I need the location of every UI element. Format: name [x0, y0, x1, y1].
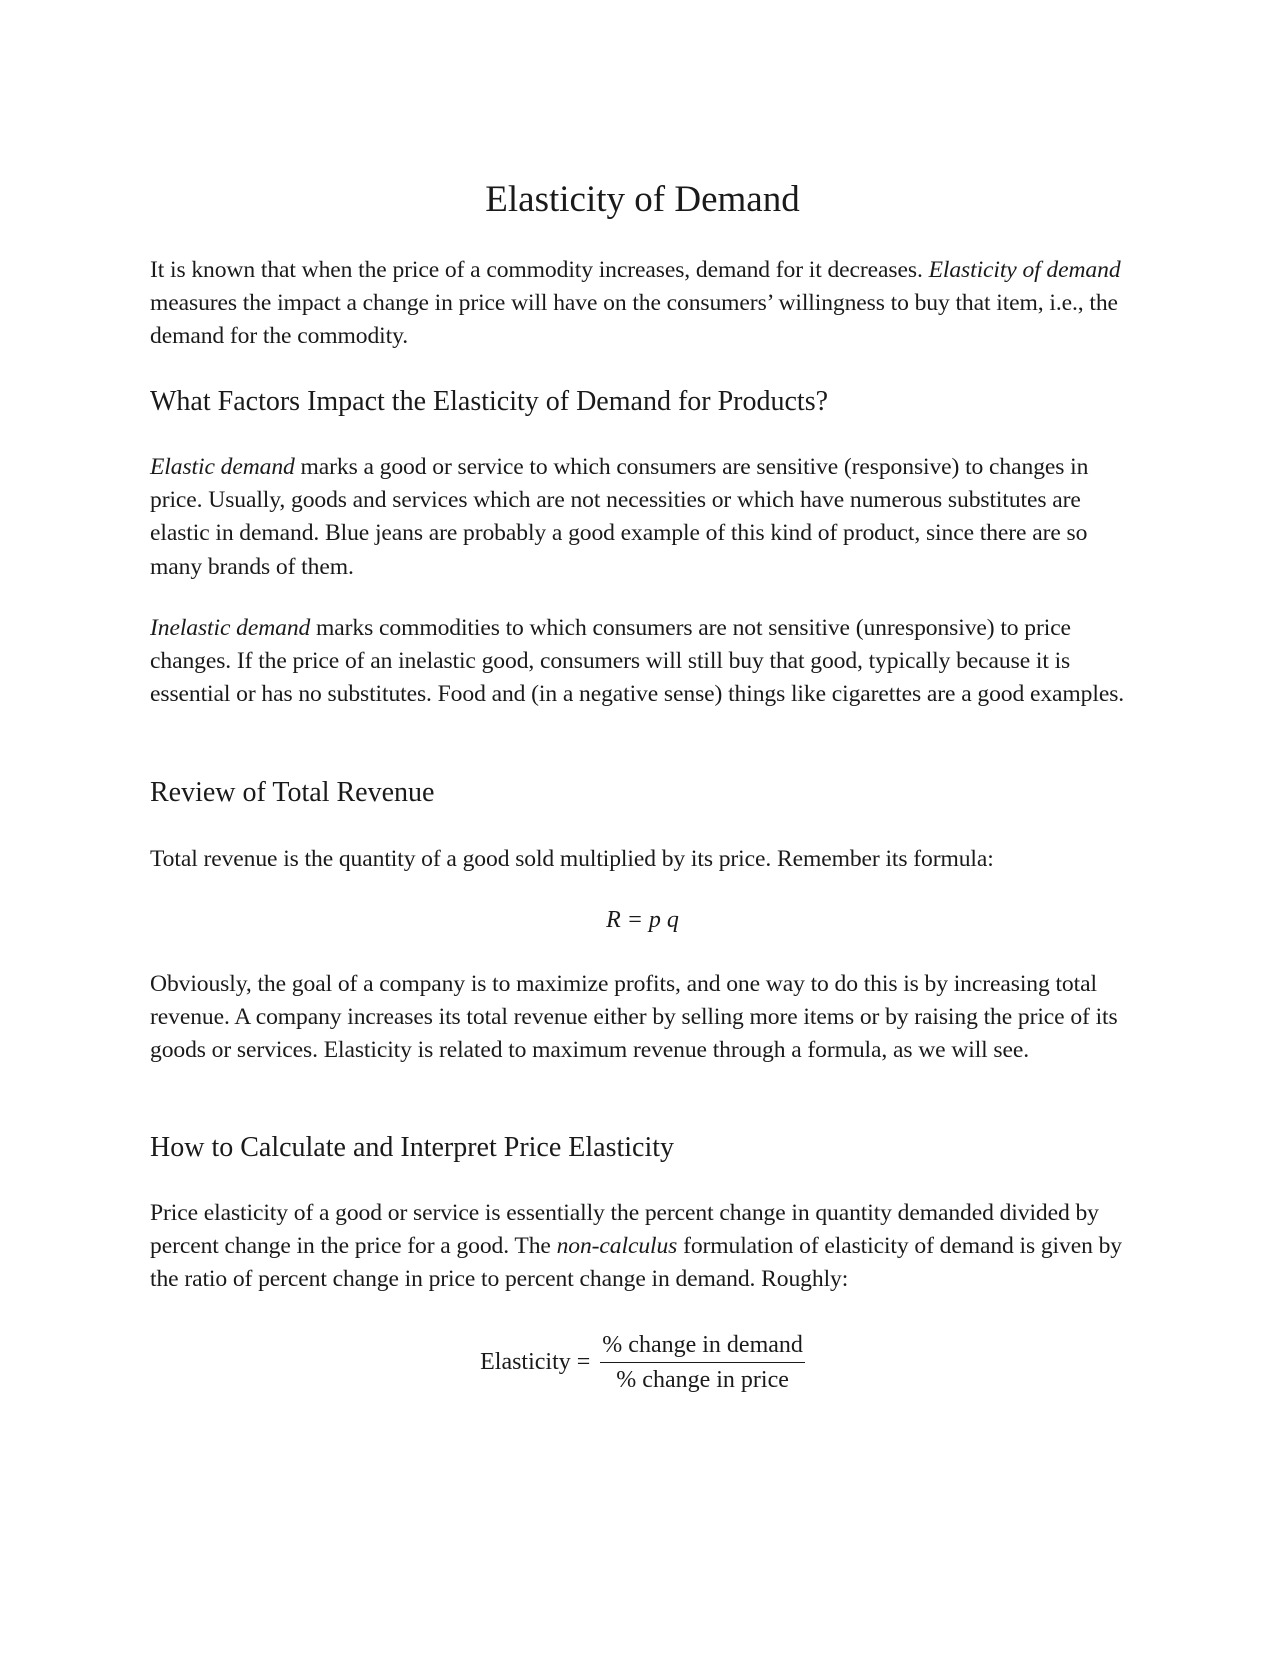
section-heading-elasticity: How to Calculate and Interpret Price Elasticity	[150, 1132, 675, 1163]
intro-term: Elasticity of demand	[928, 257, 1121, 283]
intro-text-1: It is known that when the price of a commodity increases, demand for it decreases.	[150, 257, 929, 283]
elasticity-text-1: Price elasticity of a good or service is essentially the percent change in quantity demanded divided by percent change in the price for a good. The	[150, 1200, 1099, 1260]
elasticity-text-2: formulation of elasticity of demand is given by the ratio of percent change in price to percent change in demand. Roughly:	[150, 1233, 1122, 1293]
document-title: Elasticity of Demand	[485, 179, 800, 220]
elasticity-formula-lhs: Elasticity =	[480, 1349, 591, 1375]
elastic-demand-term: Elastic demand	[150, 454, 295, 480]
revenue-paragraph-1: Total revenue is the quantity of a good sold multiplied by its price. Remember its formula:	[150, 846, 994, 872]
inelastic-demand-term: Inelastic demand	[150, 615, 311, 641]
elastic-demand-text: marks a good or service to which consumers are sensitive (responsive) to changes in price. Usually, goods and services which are not necessities or which have numerous substitutes are elastic in demand. Blue jeans are probably a good example of this kind of product, since there are so many brands of them.	[150, 454, 1089, 580]
fraction-denominator: % change in price	[616, 1367, 789, 1393]
elastic-demand-paragraph	[150, 451, 1135, 584]
section-heading-revenue: Review of Total Revenue	[150, 777, 435, 808]
inelastic-demand-paragraph	[150, 612, 1135, 712]
elasticity-paragraph	[150, 1197, 1135, 1297]
elasticity-formula	[150, 1330, 1135, 1395]
revenue-formula: R = p q	[606, 907, 679, 933]
document-page	[150, 0, 1135, 1656]
fraction-numerator: % change in demand	[600, 1330, 805, 1363]
inelastic-demand-text: marks commodities to which consumers are not sensitive (unresponsive) to price changes. If the price of an inelastic good, consumers will still buy that good, typically because it is essential or has no substitutes. Food and (in a negative sense) things like cigarettes are a good examples.	[150, 615, 1125, 708]
elasticity-fraction	[600, 1330, 805, 1395]
section-heading-factors: What Factors Impact the Elasticity of Demand for Products?	[150, 386, 829, 417]
intro-paragraph	[150, 254, 1135, 354]
non-calculus-term: non-calculus	[556, 1233, 678, 1260]
revenue-paragraph-2: Obviously, the goal of a company is to maximize profits, and one way to do this is by increasing total revenue. A company increases its total revenue either by selling more items or by raising the price of its goods or services. Elasticity is related to maximum revenue through a formula, as we will see.	[150, 971, 1118, 1064]
intro-text-2: measures the impact a change in price will have on the consumers’ willingness to buy that item, i.e., the demand for the commodity.	[150, 290, 1118, 350]
